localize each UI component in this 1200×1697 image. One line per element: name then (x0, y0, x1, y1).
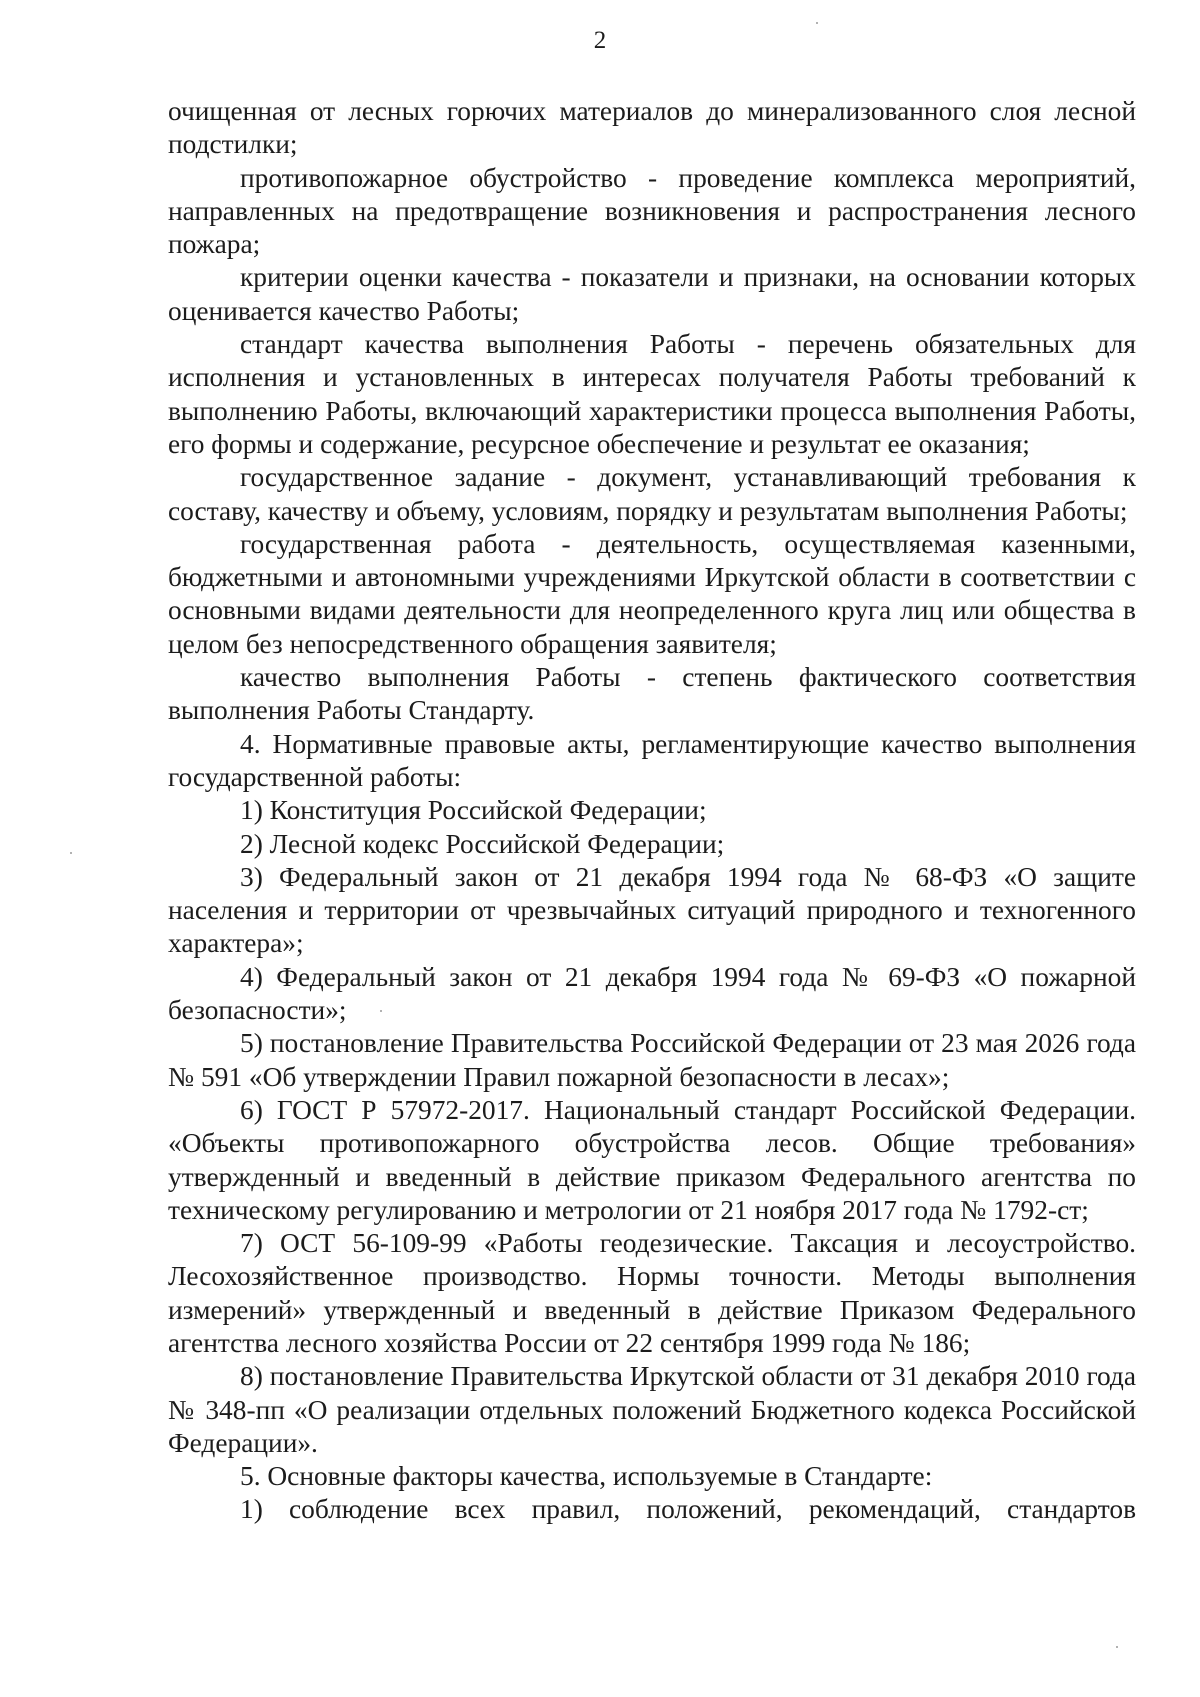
paragraph: качество выполнения Работы - степень фактического соответствия выполнения Работы Стандарту. (168, 662, 1136, 726)
paragraph: противопожарное обустройство - проведение комплекса мероприятий, направленных на предотвращение возникновения и распространения лесного пожара; (168, 162, 1136, 260)
page-number: 2 (593, 27, 607, 54)
paragraph: очищенная от лесных горючих материалов до минерализованного слоя лесной подстилки; (168, 96, 1136, 160)
list-item: 8) постановление Правительства Иркутской области от 31 декабря 2010 года № 348-пп «О реализации отдельных положений Бюджетного кодекса Российской Федерации». (168, 1361, 1136, 1458)
list-item: 2) Лесной кодекс Российской Федерации; (240, 828, 725, 859)
paragraph: критерии оценки качества - показатели и признаки, на основании которых оценивается качество Работы; (168, 262, 1136, 326)
list-item: 5) постановление Правительства Российской Федерации от 23 мая 2026 года № 591 «Об утверждении Правил пожарной безопасности в лесах»; (168, 1028, 1136, 1092)
list-item: 4) Федеральный закон от 21 декабря 1994 года № 69-ФЗ «О пожарной безопасности»; (168, 961, 1136, 1026)
list-item: 1) Конституция Российской Федерации; (240, 795, 707, 826)
list-item: 7) ОСТ 56-109-99 «Работы геодезические. Таксация и лесоустройство. Лесохозяйственное производство. Нормы точности. Методы выполнения измерений» утвержденный и введенный в действие Приказом Федерального агентства лесного хозяйства России от 22 сентября 1999 года № 186; (168, 1228, 1136, 1358)
scan-speck (1116, 1646, 1118, 1648)
scan-speck (816, 22, 818, 24)
list-item: 6) ГОСТ Р 57972-2017. Национальный стандарт Российской Федерации. «Объекты противопожарного обустройства лесов. Общие требования» утвержденный и введенный в действие приказом Федерального агентства по техническому регулированию и метрологии от 21 ноября 2017 года № 1792-ст; (168, 1094, 1136, 1225)
scan-speck (380, 1010, 382, 1012)
document-body (168, 95, 1136, 1527)
paragraph: государственная работа - деятельность, осуществляемая казенными, бюджетными и автономными учреждениями Иркутской области в соответствии с основными видами деятельности для неопределенного круга лиц или общества в целом без непосредственного обращения заявителя; (168, 528, 1136, 659)
list-item: 1) соблюдение всех правил, положений, рекомендаций, стандартов (240, 1494, 1136, 1525)
paragraph: стандарт качества выполнения Работы - перечень обязательных для исполнения и установленных в интересах получателя Работы требований к выполнению Работы, включающий характеристики процесса выполнения Работы, его формы и содержание, ресурсное обеспечение и результат ее оказания; (168, 329, 1136, 459)
paragraph: государственное задание - документ, устанавливающий требования к составу, качеству и объему, условиям, порядку и результатам выполнения Работы; (168, 462, 1136, 526)
list-item: 3) Федеральный закон от 21 декабря 1994 года № 68-ФЗ «О защите населения и территории от чрезвычайных ситуаций природного и техногенного характера»; (168, 861, 1136, 959)
scan-speck (70, 852, 72, 854)
section-heading: 4. Нормативные правовые акты, регламентирующие качество выполнения государственной работы: (168, 728, 1136, 792)
section-heading: 5. Основные факторы качества, используемые в Стандарте: (240, 1461, 933, 1492)
